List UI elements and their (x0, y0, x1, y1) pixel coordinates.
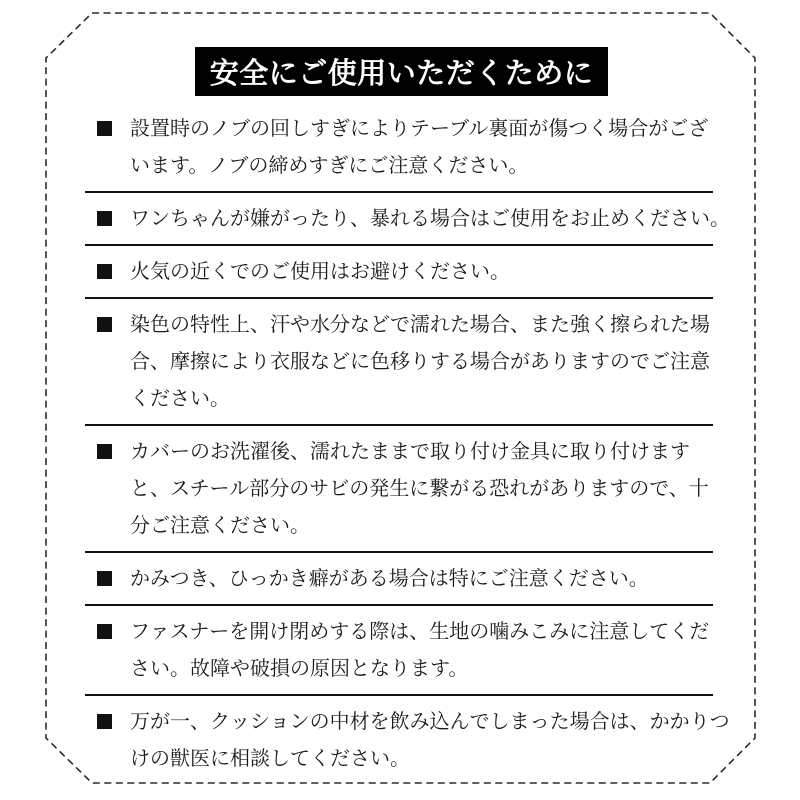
note-item-rust-caution (85, 426, 713, 553)
note-item-swallowing-caution (85, 696, 730, 784)
note-item-dog-dislike (85, 193, 730, 246)
note-line: けの獣医に相談してください。 (130, 746, 410, 770)
note-line: ください。 (130, 386, 230, 410)
square-bullet-icon (97, 560, 130, 586)
note-text (130, 433, 709, 544)
note-line: 設置時のノブの回しすぎによりテーブル裏面が傷つく場合がござ (130, 116, 709, 140)
note-line: カバーのお洗濯後、濡れたままで取り付け金具に取り付けます (130, 439, 690, 463)
note-line: 火気の近くでのご使用はお避けください。 (130, 259, 510, 283)
note-line: 分ご注意ください。 (130, 513, 310, 537)
note-item-fire-caution (85, 246, 713, 299)
title-banner (195, 47, 608, 96)
note-line: ファスナーを開け閉めする際は、生地の噛みこみに注意してくだ (130, 619, 710, 643)
note-line: ワンちゃんが嫌がったり、暴れる場合はご使用をお止めください。 (130, 206, 730, 230)
note-text (130, 703, 730, 777)
note-text (130, 110, 708, 184)
square-bullet-icon (97, 200, 130, 226)
page-title: 安全にご使用いただくために (209, 56, 594, 90)
square-bullet-icon (97, 613, 130, 639)
notes-list (85, 103, 730, 784)
note-item-knob-caution (85, 103, 713, 193)
note-line: と、スチール部分のサビの発生に繋がる恐れがありますので、十 (130, 476, 709, 500)
note-text (130, 560, 649, 597)
square-bullet-icon (97, 703, 130, 729)
note-line: さい。故障や破損の原因となります。 (130, 656, 469, 680)
note-item-biting-habit (85, 553, 713, 606)
note-text (130, 306, 710, 417)
note-line: 合、摩擦により衣服などに色移りする場合がありますのでご注意 (130, 349, 710, 373)
note-text (130, 613, 709, 687)
note-text (130, 253, 510, 290)
note-item-zipper-caution (85, 606, 713, 696)
square-bullet-icon (97, 306, 130, 332)
note-line: います。ノブの締めすぎにご注意ください。 (130, 153, 529, 177)
note-line: 万が一、クッションの中材を飲み込んでしまった場合は、かかりつ (130, 709, 730, 733)
square-bullet-icon (97, 110, 130, 136)
square-bullet-icon (97, 253, 130, 279)
note-text (130, 200, 730, 237)
note-item-color-transfer (85, 299, 713, 426)
note-line: かみつき、ひっかき癖がある場合は特にご注意ください。 (130, 566, 649, 590)
note-line: 染色の特性上、汗や水分などで濡れた場合、また強く擦られた場 (130, 312, 710, 336)
square-bullet-icon (97, 433, 130, 459)
